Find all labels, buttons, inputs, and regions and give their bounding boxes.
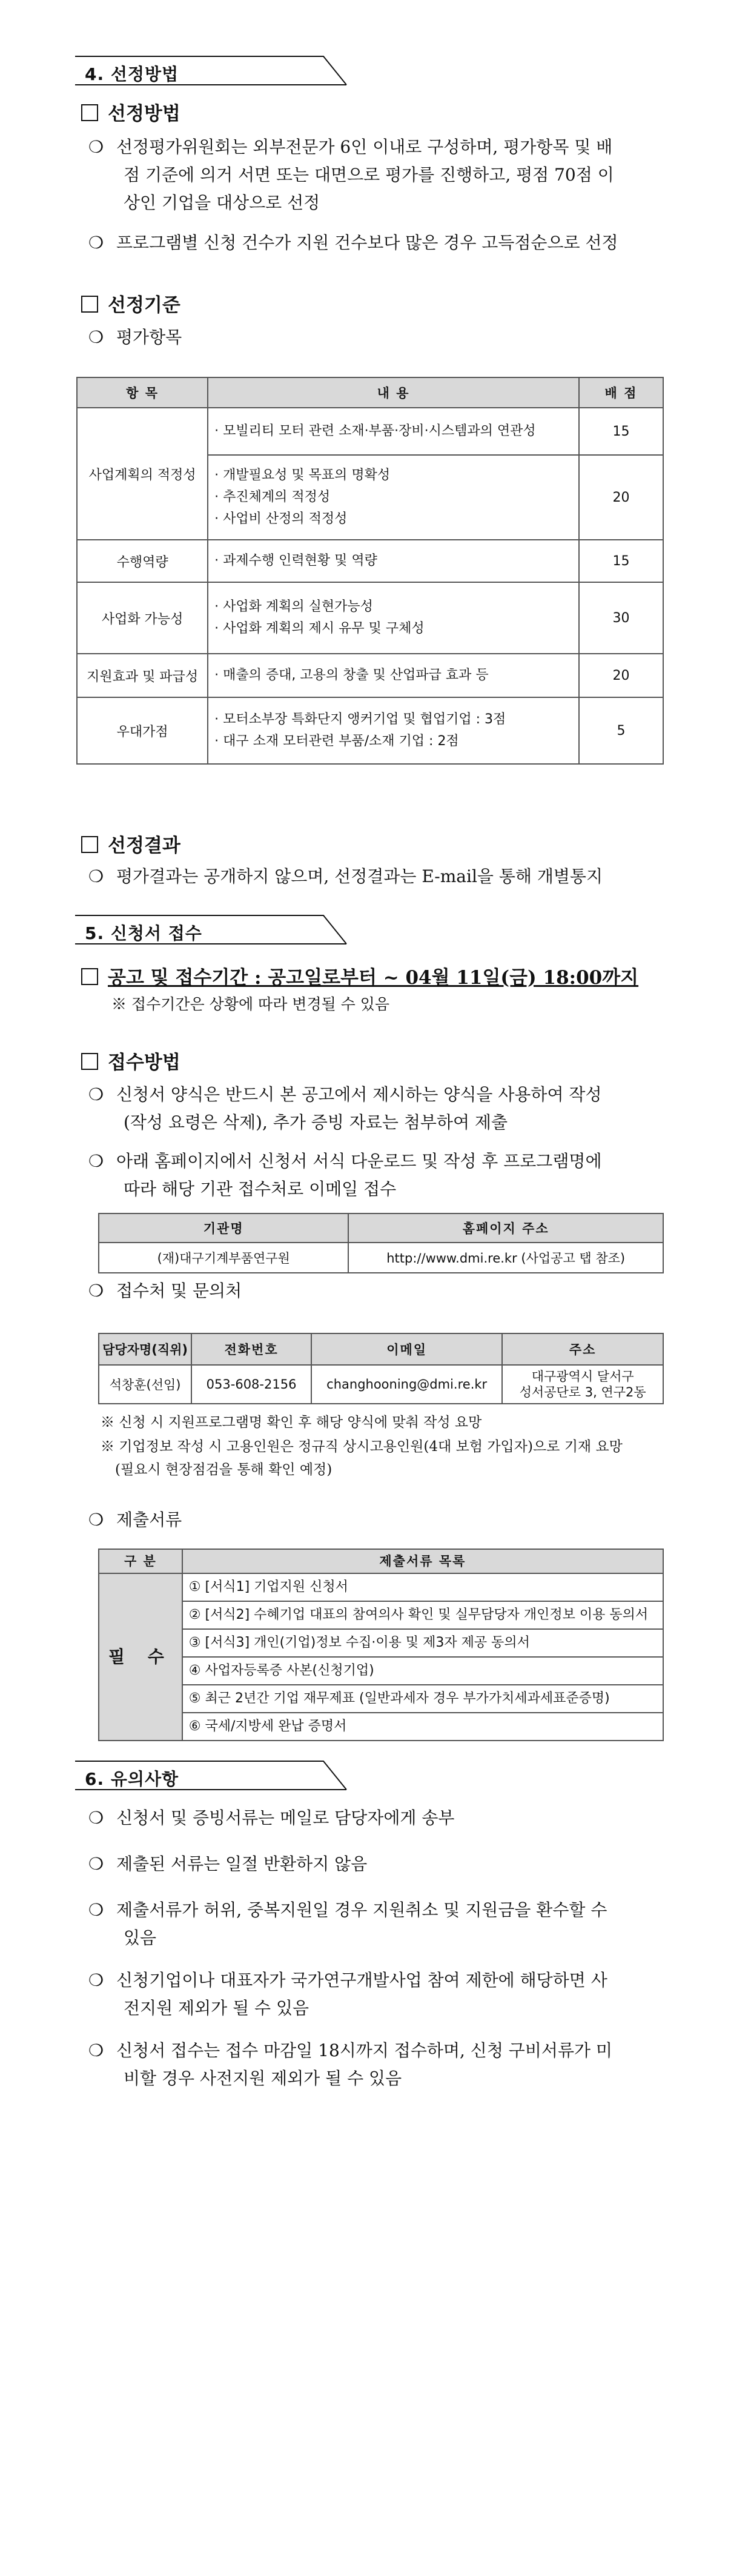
table-header: 주소	[502, 1333, 663, 1365]
checkbox-square-icon	[81, 104, 98, 121]
contact-table	[98, 1333, 664, 1404]
table-row: 사업계획의 적정성 · 모빌리티 모터 관련 소재·부품·장비·시스템과의 연관성 15	[77, 408, 663, 455]
list-item: ❍ 신청서 양식은 반드시 본 공고에서 제시하는 양식을 사용하여 작성 (작성 요령은 삭제), 추가 증빙 자료는 첨부하여 제출	[88, 1081, 682, 1137]
table-row: ④ 사업자등록증 사본(신청기업)	[99, 1657, 663, 1685]
checkbox-square-icon	[81, 1053, 98, 1070]
list-item: ❍ 평가결과는 공개하지 않으며, 선정결과는 E-mail을 통해 개별통지	[88, 863, 682, 891]
table-header: 담당자명(직위)	[99, 1333, 191, 1365]
table-row: ② [서식2] 수혜기업 대표의 참여의사 확인 및 실무담당자 개인정보 이용 동의서	[99, 1601, 663, 1629]
section-5-title: 5. 신청서 접수	[85, 923, 202, 943]
section-4-heading	[75, 56, 348, 86]
list-item: ❍ 신청서 접수는 접수 마감일 18시까지 접수하며, 신청 구비서류가 미 비할 경우 사전지원 제외가 될 수 있음	[88, 2037, 682, 2093]
section-6-title: 6. 유의사항	[85, 1769, 179, 1789]
table-row: ⑤ 최근 2년간 기업 재무제표 (일반과세자 경우 부가가치세과세표준증명)	[99, 1685, 663, 1713]
circle-bullet-icon: ❍	[88, 1854, 104, 1874]
table-row: ③ [서식3] 개인(기업)정보 수집·이용 및 제3자 제공 동의서	[99, 1629, 663, 1657]
homepage-link[interactable]: http://www.dmi.re.kr (사업공고 탭 참조)	[348, 1243, 663, 1273]
table-row: 석창훈(선임) 053-608-2156 changhooning@dmi.re.kr 대구광역시 달서구 성서공단로 3, 연구2동	[99, 1365, 663, 1404]
list-item: ❍ 평가항목	[88, 324, 682, 351]
circle-bullet-icon: ❍	[88, 137, 104, 157]
email-link[interactable]: changhooning@dmi.re.kr	[311, 1365, 502, 1404]
list-item: ❍ 신청서 및 증빙서류는 메일로 담당자에게 송부	[88, 1804, 682, 1832]
circle-bullet-icon: ❍	[88, 1808, 104, 1828]
list-item: ❍ 선정평가위원회는 외부전문가 6인 이내로 구성하며, 평가항목 및 배 점 기준에 의거 서면 또는 대면으로 평가를 진행하고, 평점 70점 이 상인 기업을 대상으로 선정	[88, 133, 682, 217]
documents-table	[98, 1549, 664, 1741]
circle-bullet-icon: ❍	[88, 1281, 104, 1301]
note: (필요시 현장점검을 통해 확인 예정)	[115, 1462, 332, 1478]
note: ※ 신청 시 지원프로그램명 확인 후 해당 양식에 맞춰 작성 요망	[101, 1415, 482, 1430]
checkbox-square-icon	[81, 968, 98, 985]
checkbox-square-icon	[81, 836, 98, 853]
section-4-title: 4. 선정방법	[85, 64, 179, 84]
table-header: 제출서류 목록	[182, 1549, 663, 1573]
section-5-heading	[75, 915, 348, 945]
circle-bullet-icon: ❍	[88, 1970, 104, 1990]
table-header: 홈페이지 주소	[348, 1213, 663, 1243]
circle-bullet-icon: ❍	[88, 1510, 104, 1530]
table-row: 필 수 ① [서식1] 기업지원 신청서	[99, 1573, 663, 1601]
subsection-result: 선정결과	[81, 830, 180, 857]
table-header: 구 분	[99, 1549, 182, 1573]
application-period: 공고 및 접수기간 : 공고일로부터 ~ 04월 11일(금) 18:00까지	[81, 962, 638, 989]
table-row: 수행역량 · 과제수행 인력현황 및 역량 15	[77, 540, 663, 582]
table-row: 우대가점 · 모터소부장 특화단지 앵커기업 및 협업기업 : 3점 · 대구 소재 모터관련 부품/소재 기업 : 2점 5	[77, 697, 663, 764]
homepage-table	[98, 1213, 664, 1273]
table-header: 내 용	[208, 377, 579, 408]
table-row: ⑥ 국세/지방세 완납 증명서	[99, 1713, 663, 1741]
section-6-heading	[75, 1761, 348, 1791]
circle-bullet-icon: ❍	[88, 327, 104, 347]
list-item: ❍ 아래 홈페이지에서 신청서 서식 다운로드 및 작성 후 프로그램명에 따라 해당 기관 접수처로 이메일 접수	[88, 1147, 682, 1203]
table-header: 배 점	[579, 377, 663, 408]
table-row: 지원효과 및 파급성 · 매출의 증대, 고용의 창출 및 산업파급 효과 등 20	[77, 654, 663, 697]
list-item: ❍ 신청기업이나 대표자가 국가연구개발사업 참여 제한에 해당하면 사 전지원 제외가 될 수 있음	[88, 1967, 682, 2022]
list-item: ❍ 제출서류	[88, 1506, 682, 1534]
circle-bullet-icon: ❍	[88, 1900, 104, 1920]
list-item: ❍ 접수처 및 문의처	[88, 1277, 682, 1305]
period-note: ※ 접수기간은 상황에 따라 변경될 수 있음	[111, 995, 390, 1013]
subsection-criteria: 선정기준	[81, 290, 180, 317]
subsection-method: 선정방법	[81, 98, 180, 125]
circle-bullet-icon: ❍	[88, 233, 104, 253]
circle-bullet-icon: ❍	[88, 2040, 104, 2060]
table-header: 항 목	[77, 377, 208, 408]
note: ※ 기업정보 작성 시 고용인원은 정규직 상시고용인원(4대 보험 가입자)으로 기재 요망	[101, 1439, 623, 1455]
circle-bullet-icon: ❍	[88, 1151, 104, 1171]
table-row: 사업화 가능성 · 사업화 계획의 실현가능성 · 사업화 계획의 제시 유무 및 구체성 30	[77, 582, 663, 654]
table-header: 기관명	[99, 1213, 348, 1243]
checkbox-square-icon	[81, 296, 98, 313]
table-header: 전화번호	[191, 1333, 311, 1365]
circle-bullet-icon: ❍	[88, 866, 104, 886]
list-item: ❍ 제출서류가 허위, 중복지원일 경우 지원취소 및 지원금을 환수할 수 있음	[88, 1896, 682, 1952]
table-header: 이메일	[311, 1333, 502, 1365]
subsection-submission: 접수방법	[81, 1047, 180, 1074]
circle-bullet-icon: ❍	[88, 1084, 104, 1104]
table-row: (재)대구기계부품연구원 http://www.dmi.re.kr (사업공고 탭 참조)	[99, 1243, 663, 1273]
list-item: ❍ 제출된 서류는 일절 반환하지 않음	[88, 1850, 682, 1878]
table-row: · 개발필요성 및 목표의 명확성 · 추진체계의 적정성 · 사업비 산정의 적정성 20	[77, 455, 663, 540]
evaluation-table	[76, 377, 664, 765]
list-item: ❍ 프로그램별 신청 건수가 지원 건수보다 많은 경우 고득점순으로 선정	[88, 229, 682, 257]
